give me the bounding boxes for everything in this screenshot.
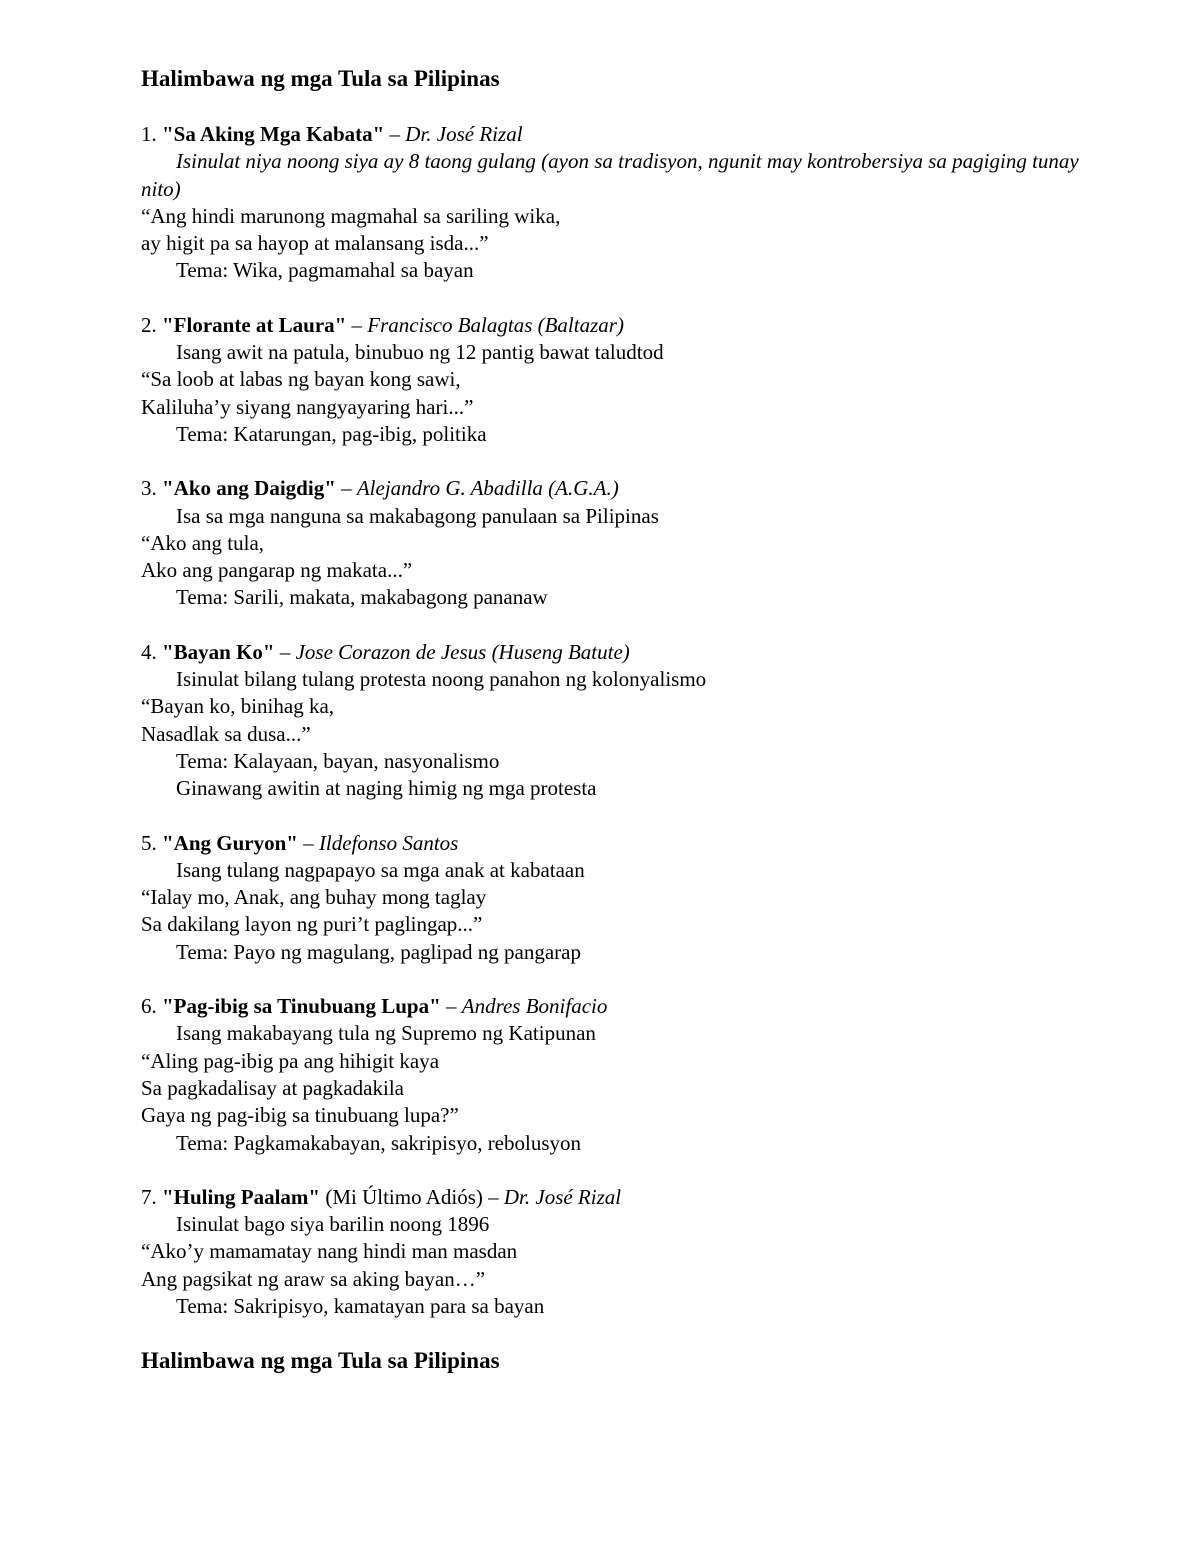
poem-header bbox=[141, 830, 1101, 857]
poem-verse-line: Sa pagkadalisay at pagkadakila bbox=[141, 1075, 404, 1100]
document-heading: Halimbawa ng mga Tula sa Pilipinas bbox=[141, 66, 500, 91]
poem-title: "Ang Guryon" bbox=[162, 830, 298, 855]
poem-verse-line: ay higit pa sa hayop at malansang isda...” bbox=[141, 231, 489, 256]
poem-verse-line: Ang pagsikat ng araw sa aking bayan…” bbox=[141, 1266, 486, 1291]
poem-verse-line: “Ako ang tula, bbox=[141, 530, 265, 555]
poem-entry bbox=[141, 993, 1101, 1157]
poem-alt-title: (Mi Último Adiós) bbox=[325, 1184, 483, 1209]
poem-dash: – bbox=[303, 830, 314, 855]
poem-note: Isang makabayang tula ng Supremo ng Katipunan bbox=[176, 1021, 596, 1046]
poem-dash: – bbox=[341, 476, 352, 501]
poem-dash: – bbox=[279, 639, 291, 664]
poem-verse-line: “Ang hindi marunong magmahal sa sariling wika, bbox=[141, 203, 561, 228]
poem-number: 6. bbox=[141, 994, 157, 1019]
poem-entry bbox=[141, 312, 1101, 448]
poem-author: Ildefonso Santos bbox=[318, 830, 459, 855]
poem-header bbox=[141, 121, 1101, 148]
poem-title: "Sa Aking Mga Kabata" bbox=[162, 122, 385, 146]
poem-number: 4. bbox=[141, 639, 157, 664]
poem-note: Isang tulang nagpapayo sa mga anak at kabataan bbox=[176, 857, 585, 882]
poem-theme: Tema: Sakripisyo, kamatayan para sa bayan bbox=[176, 1293, 545, 1318]
poem-verse-line: “Ako’y mamamatay nang hindi man masdan bbox=[141, 1239, 518, 1264]
poem-note: Isa sa mga nanguna sa makabagong panulaan sa Pilipinas bbox=[176, 503, 659, 528]
poem-entry bbox=[141, 121, 1101, 285]
poem-author: Andres Bonifacio bbox=[461, 994, 608, 1019]
poem-note: Isinulat bago siya barilin noong 1896 bbox=[176, 1212, 490, 1237]
poem-dash: – bbox=[351, 312, 363, 337]
poem-verse-line: “Sa loob at labas ng bayan kong sawi, bbox=[141, 367, 461, 392]
poem-header bbox=[141, 639, 1101, 666]
document-heading-repeat: Halimbawa ng mga Tula sa Pilipinas bbox=[141, 1348, 500, 1374]
poem-note: Isang awit na patula, binubuo ng 12 pantig bawat taludtod bbox=[176, 340, 664, 365]
poem-number: 7. bbox=[141, 1184, 157, 1209]
poem-header bbox=[141, 312, 1101, 339]
poem-number: 5. bbox=[141, 830, 157, 855]
poem-header bbox=[141, 1184, 1101, 1211]
document-page bbox=[141, 64, 1101, 1376]
poem-theme: Tema: Katarungan, pag-ibig, politika bbox=[176, 421, 487, 446]
poem-theme: Tema: Kalayaan, bayan, nasyonalismo bbox=[176, 748, 500, 773]
poem-header bbox=[141, 993, 1101, 1020]
poem-entry bbox=[141, 639, 1101, 803]
poem-dash: – bbox=[446, 994, 457, 1019]
poem-author: Alejandro G. Abadilla (A.G.A.) bbox=[356, 476, 619, 501]
poem-theme: Tema: Payo ng magulang, paglipad ng pangarap bbox=[176, 939, 581, 964]
poem-header bbox=[141, 475, 1101, 502]
poem-entry bbox=[141, 475, 1101, 611]
poem-author: Francisco Balagtas (Baltazar) bbox=[367, 312, 624, 337]
poem-number: 2. bbox=[141, 312, 157, 337]
poem-verse-line: Nasadlak sa dusa...” bbox=[141, 721, 311, 746]
poem-theme: Tema: Sarili, makata, makabagong pananaw bbox=[176, 585, 548, 610]
poem-author: Jose Corazon de Jesus (Huseng Batute) bbox=[295, 639, 630, 664]
poem-dash: – bbox=[389, 122, 401, 146]
poem-number: 3. bbox=[141, 476, 157, 501]
poem-title: "Bayan Ko" bbox=[162, 639, 275, 664]
poem-extra-note: Ginawang awitin at naging himig ng mga protesta bbox=[176, 776, 597, 801]
poem-theme: Tema: Pagkamakabayan, sakripisyo, rebolusyon bbox=[176, 1130, 582, 1155]
poem-verse-line: “Bayan ko, binihag ka, bbox=[141, 694, 335, 719]
poem-list bbox=[141, 121, 1101, 1320]
poem-verse-line: “Ialay mo, Anak, ang buhay mong taglay bbox=[141, 885, 487, 910]
poem-entry bbox=[141, 830, 1101, 966]
poem-dash: – bbox=[488, 1184, 499, 1209]
poem-author: Dr. José Rizal bbox=[503, 1184, 622, 1209]
poem-verse-line: Kaliluha’y siyang nangyayaring hari...” bbox=[141, 394, 474, 419]
poem-number: 1. bbox=[141, 122, 157, 146]
poem-entry bbox=[141, 1184, 1101, 1320]
poem-title: "Huling Paalam" bbox=[162, 1184, 321, 1209]
poem-verse-line: Gaya ng pag-ibig sa tinubuang lupa?” bbox=[141, 1103, 459, 1128]
poem-note: Isinulat niya noong siya ay 8 taong gulang (ayon sa tradisyon, ngunit may kontrobersiya sa pagiging tunay nito) bbox=[141, 149, 1079, 201]
poem-verse-line: Ako ang pangarap ng makata...” bbox=[141, 558, 413, 583]
poem-note: Isinulat bilang tulang protesta noong panahon ng kolonyalismo bbox=[176, 667, 707, 692]
poem-verse-line: Sa dakilang layon ng puri’t paglingap...” bbox=[141, 912, 483, 937]
poem-author: Dr. José Rizal bbox=[405, 122, 523, 146]
poem-title: "Florante at Laura" bbox=[162, 312, 347, 337]
poem-title: "Ako ang Daigdig" bbox=[162, 476, 336, 501]
poem-title: "Pag-ibig sa Tinubuang Lupa" bbox=[162, 994, 441, 1019]
poem-theme: Tema: Wika, pagmamahal sa bayan bbox=[176, 258, 474, 283]
poem-verse-line: “Aling pag-ibig pa ang hihigit kaya bbox=[141, 1048, 440, 1073]
